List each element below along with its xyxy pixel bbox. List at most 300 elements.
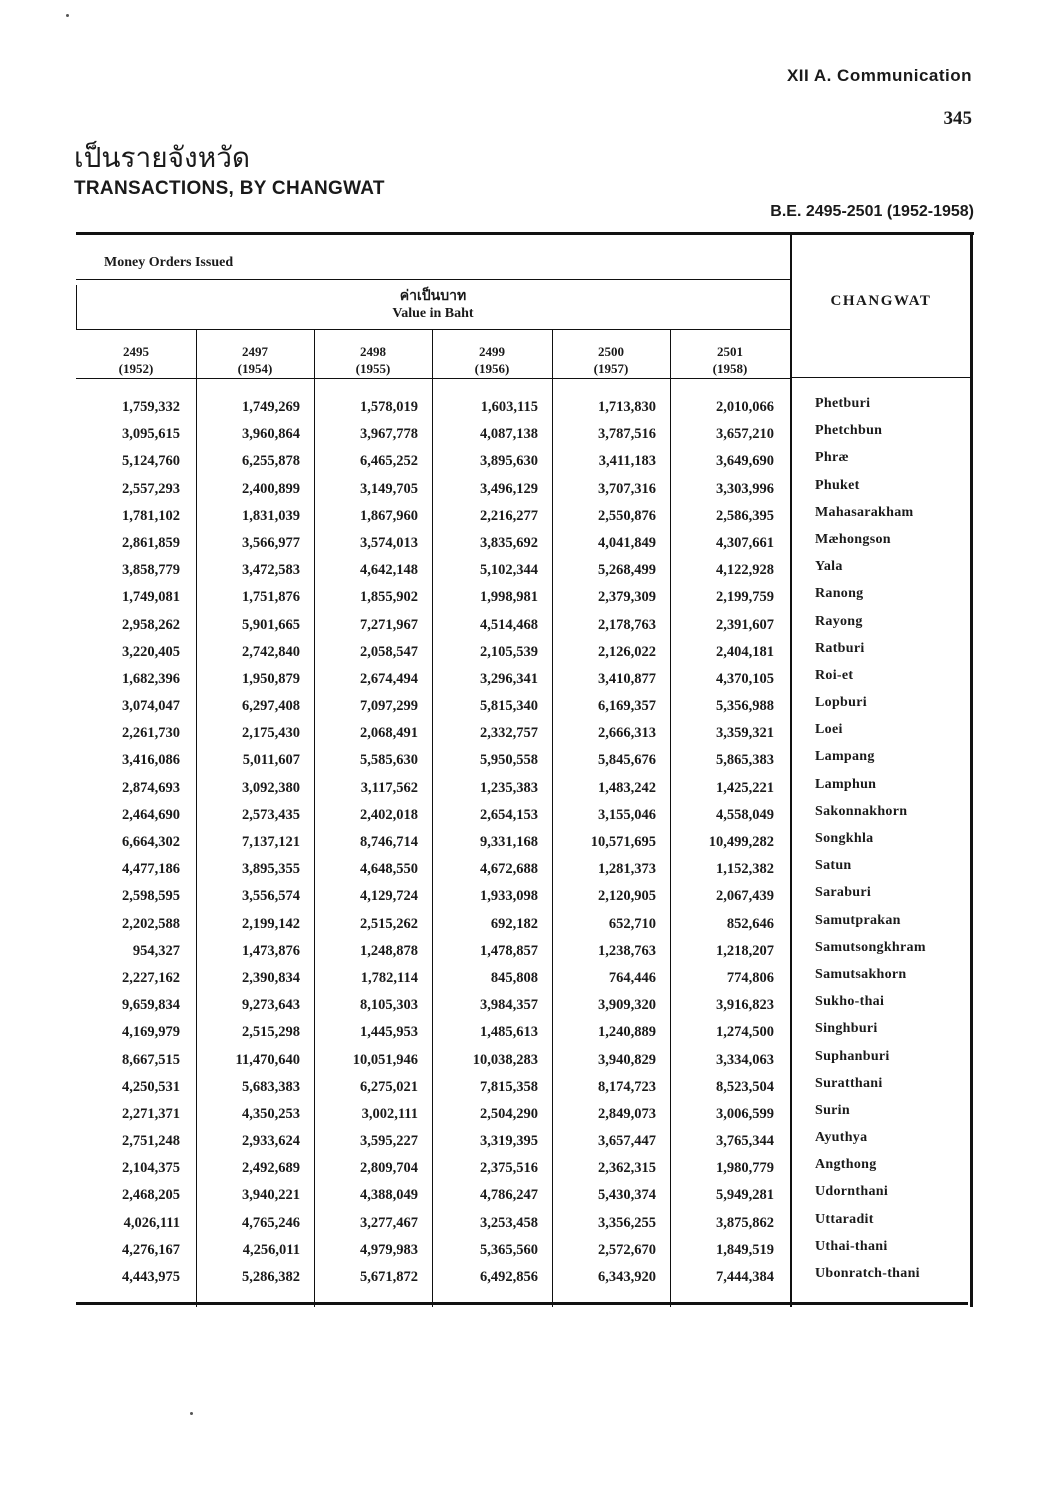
table-row [76,776,968,807]
table-cell: 4,558,049 [716,806,774,823]
table-row [76,885,968,915]
table-cell: 3,296,341 [480,670,538,687]
table-cell: 2,199,759 [716,589,774,606]
table-cell: 5,671,872 [360,1269,418,1285]
table-cell: 2,010,066 [716,399,774,415]
table-cell: 4,350,253 [242,1105,300,1122]
table-cell: 3,556,574 [242,888,300,905]
table-cell: 3,595,227 [360,1133,418,1150]
table-cell: 6,492,856 [480,1269,538,1285]
table-row [76,613,968,644]
table-cell: 1,713,830 [598,399,656,415]
table-cell: 3,334,063 [716,1051,774,1068]
table-cell: 3,875,862 [716,1214,774,1231]
table-row [76,1075,968,1106]
table-cell: 2,666,313 [598,725,656,742]
table-cell: 4,786,247 [480,1187,538,1204]
changwat-name: Phræ [815,450,849,466]
table-cell: 2,515,298 [242,1024,300,1041]
table-cell: 3,657,210 [716,426,774,443]
table-cell: 1,759,332 [122,399,180,415]
changwat-name: Surin [815,1102,850,1118]
table-cell: 1,578,019 [360,399,418,415]
table-cell: 2,504,290 [480,1105,538,1122]
table-cell: 4,122,928 [716,562,774,579]
table-cell: 1,483,242 [598,779,656,796]
table-cell: 4,026,111 [123,1214,180,1231]
table-cell: 3,472,583 [242,562,300,579]
table-cell: 6,275,021 [360,1078,418,1095]
table-cell: 2,261,730 [122,725,180,742]
table-cell: 845,808 [490,969,538,986]
table-cell: 2,586,395 [716,507,774,524]
value-header [76,287,790,323]
table-cell: 2,362,315 [598,1160,656,1177]
table-row [76,450,968,480]
table-cell: 6,343,920 [598,1269,656,1285]
changwat-name: Suratthani [815,1075,883,1091]
table-row [76,1130,968,1160]
table-row [76,667,968,698]
table-cell: 2,402,018 [360,806,418,823]
changwat-name: Uthai-thani [815,1238,888,1254]
table-cell: 3,002,111 [361,1105,418,1122]
table-cell: 10,499,282 [708,834,774,850]
statistics-table [76,232,974,1285]
table-cell: 1,933,098 [480,888,538,905]
table-cell: 2,654,153 [480,806,538,823]
table-cell: 2,178,763 [598,616,656,633]
table-cell: 2,105,539 [480,643,538,660]
table-cell: 4,388,049 [360,1187,418,1204]
year-ad: (1957) [593,361,629,376]
table-cell: 4,250,531 [122,1078,180,1095]
table-cell: 1,749,081 [122,589,180,606]
table-cell: 1,425,221 [716,779,774,796]
table-cell: 3,940,829 [598,1051,656,1068]
year-be: 2499 [479,344,505,359]
changwat-name: Yala [815,559,843,575]
table-cell: 1,781,102 [122,507,180,524]
changwat-name: Ratburi [815,640,865,656]
table-cell: 2,550,876 [598,507,656,524]
changwat-name: Angthong [815,1157,877,1173]
year-be: 2498 [360,344,386,359]
table-cell: 4,041,849 [598,534,656,551]
table-cell: 3,155,046 [598,806,656,823]
changwat-name: Samutprakan [815,912,901,928]
table-row [76,1021,968,1051]
table-cell: 4,648,550 [360,861,418,878]
table-cell: 1,998,981 [480,589,538,606]
table-cell: 7,097,299 [360,698,418,715]
table-cell: 2,861,859 [122,534,180,551]
table-cell: 954,327 [132,942,180,959]
table-row [76,586,968,616]
table-row [76,559,968,589]
changwat-name: Ayuthya [815,1130,868,1146]
table-cell: 3,566,977 [242,534,300,551]
table-row [76,858,968,888]
table-cell: 3,574,013 [360,534,418,551]
table-cell: 1,248,878 [360,942,418,959]
table-cell: 5,365,560 [480,1241,538,1258]
table-cell: 2,227,162 [122,969,180,986]
table-row [76,722,968,752]
year-be: 2497 [242,344,268,359]
table-cell: 5,102,344 [480,562,538,579]
section-label: XII A. Communication [786,66,972,85]
table-cell: 3,220,405 [122,643,180,660]
changwat-name: Lamphun [815,776,877,792]
table-cell: 2,598,595 [122,888,180,905]
table-cell: 5,901,665 [242,616,300,633]
table-cell: 1,473,876 [242,942,300,959]
table-cell: 2,874,693 [122,779,180,796]
year-ad: (1956) [474,361,510,376]
table-cell: 774,806 [726,969,774,986]
year-header-2495 [76,343,196,377]
speck-bottom [190,1412,193,1415]
table-cell: 3,657,447 [598,1133,656,1150]
table-cell: 1,240,889 [598,1024,656,1041]
table-cell: 3,410,877 [598,670,656,687]
table-cell: 3,253,458 [480,1214,538,1231]
table-cell: 2,742,840 [242,643,300,660]
table-cell: 652,710 [608,915,656,932]
table-cell: 2,849,073 [598,1105,656,1122]
table-cell: 2,400,899 [242,480,300,497]
table-cell: 5,124,760 [122,453,180,470]
table-cell: 2,933,624 [242,1133,300,1150]
table-cell: 1,682,396 [122,670,180,687]
title-english: TRANSACTIONS, BY CHANGWAT [74,178,385,199]
table-cell: 8,105,303 [360,997,418,1014]
table-cell: 3,858,779 [122,562,180,579]
table-cell: 7,137,121 [242,834,300,850]
table-cell: 8,667,515 [122,1051,180,1068]
table-cell: 2,271,371 [122,1105,180,1122]
table-cell: 2,126,022 [598,643,656,660]
table-cell: 1,950,879 [242,670,300,687]
table-cell: 3,649,690 [716,453,774,470]
table-cell: 3,092,380 [242,779,300,796]
table-cell: 3,416,086 [122,752,180,769]
table-cell: 4,979,983 [360,1241,418,1258]
table-cell: 1,867,960 [360,507,418,524]
table-row [76,1184,968,1214]
group-label: Money Orders Issued [104,255,234,270]
table-cell: 4,370,105 [716,670,774,687]
changwat-name: Satun [815,858,852,874]
group-rule [76,279,790,280]
changwat-name: Mahasarakham [815,504,914,520]
table-cell: 3,940,221 [242,1187,300,1204]
table-cell: 2,058,547 [360,643,418,660]
page-number: 345 [943,108,972,129]
table-cell: 2,120,905 [598,888,656,905]
changwat-header: CHANGWAT [830,293,932,309]
table-cell: 9,659,834 [122,997,180,1014]
table-cell: 3,319,395 [480,1133,538,1150]
year-header-2497 [196,343,314,377]
table-cell: 5,845,676 [598,752,656,769]
table-cell: 2,464,690 [122,806,180,823]
speck-top-left [66,14,69,17]
table-cell: 3,787,516 [598,426,656,443]
changwat-name: Sukho-thai [815,994,885,1010]
table-cell: 1,445,953 [360,1024,418,1041]
table-cell: 8,174,723 [598,1078,656,1095]
table-cell: 3,916,823 [716,997,774,1014]
table-cell: 2,202,588 [122,915,180,932]
table-cell: 1,751,876 [242,589,300,606]
year-header-2499 [432,343,552,377]
table-cell: 3,074,047 [122,698,180,715]
table-cell: 1,274,500 [716,1024,774,1041]
table-cell: 6,465,252 [360,453,418,470]
table-cell: 10,571,695 [590,834,656,850]
table-row [76,803,968,834]
table-cell: 4,642,148 [360,562,418,579]
header-rule [792,377,970,378]
table-cell: 5,585,630 [360,752,418,769]
table-cell: 3,356,255 [598,1214,656,1231]
changwat-name: Lampang [815,749,875,765]
table-cell: 9,273,643 [242,997,300,1014]
year-ad: (1954) [237,361,273,376]
table-row [76,640,968,671]
changwat-name: Mæhongson [815,531,891,547]
table-cell: 3,411,183 [598,453,656,470]
table-row [76,1102,968,1133]
year-be: 2501 [717,344,743,359]
table-cell: 3,707,316 [598,480,656,497]
changwat-name: Suphanburi [815,1048,890,1064]
table-row [76,994,968,1024]
table-cell: 3,006,599 [716,1105,774,1122]
table-cell: 3,967,778 [360,426,418,443]
table-cell: 4,256,011 [242,1241,300,1258]
table-cell: 4,443,975 [122,1269,180,1285]
table-cell: 3,984,357 [480,997,538,1014]
table-cell: 4,307,661 [716,534,774,551]
table-cell: 1,218,207 [716,942,774,959]
table-cell: 2,809,704 [360,1160,418,1177]
changwat-name: Phuket [815,477,860,493]
table-cell: 1,238,763 [598,942,656,959]
table-cell: 4,087,138 [480,426,538,443]
table-cell: 2,958,262 [122,616,180,633]
changwat-name: Ubonratch-thani [815,1266,920,1281]
table-cell: 3,359,321 [716,725,774,742]
table-cell: 2,068,491 [360,725,418,742]
table-cell: 7,271,967 [360,616,418,633]
table-cell: 3,909,320 [598,997,656,1014]
table-cell: 1,603,115 [480,399,538,415]
table-cell: 5,949,281 [716,1187,774,1204]
table-row [76,396,968,426]
table-row [76,1048,968,1079]
table-cell: 2,390,834 [242,969,300,986]
changwat-name: Phetchbun [815,423,883,439]
year-ad: (1955) [355,361,391,376]
table-cell: 2,067,439 [716,888,774,905]
table-cell: 2,379,309 [598,589,656,606]
table-cell: 2,468,205 [122,1187,180,1204]
table-cell: 10,051,946 [352,1051,418,1068]
changwat-name: Songkhla [815,831,874,846]
table-cell: 5,950,558 [480,752,538,769]
table-cell: 2,573,435 [242,806,300,823]
table-cell: 3,960,864 [242,426,300,443]
title-thai: เป็นรายจังหวัด [74,141,251,174]
table-cell: 6,255,878 [242,453,300,470]
table-cell: 4,276,167 [122,1241,180,1258]
table-cell: 2,104,375 [122,1160,180,1177]
changwat-name: Uttaradit [815,1211,874,1227]
table-cell: 4,514,468 [480,616,538,633]
table-cell: 764,446 [608,969,656,986]
table-cell: 1,855,902 [360,589,418,606]
changwat-name: Roi-et [815,667,854,683]
value-label-english: Value in Baht [392,306,474,321]
table-cell: 5,865,383 [716,752,774,769]
year-header-2500 [552,343,670,377]
table-cell: 7,444,384 [716,1269,774,1285]
table-cell: 3,765,344 [716,1133,774,1150]
table-row [76,477,968,508]
table-cell: 6,297,408 [242,698,300,715]
table-row [76,749,968,779]
changwat-name: Samutsongkhram [815,939,926,955]
year-ad: (1952) [118,361,154,376]
table-cell: 1,281,373 [598,861,656,878]
table-cell: 5,268,499 [598,562,656,579]
table-cell: 1,152,382 [716,861,774,878]
table-row [76,966,968,997]
table-cell: 3,895,355 [242,861,300,878]
table-row [76,1266,968,1296]
table-cell: 9,331,168 [480,834,538,850]
table-cell: 5,683,383 [242,1078,300,1095]
table-cell: 2,751,248 [122,1133,180,1150]
table-cell: 3,095,615 [122,426,180,443]
table-cell: 4,765,246 [242,1214,300,1231]
value-rule [76,329,790,330]
table-cell: 4,672,688 [480,861,538,878]
year-header-2498 [314,343,432,377]
table-cell: 1,782,114 [360,969,418,986]
table-row [76,939,968,970]
table-cell: 5,286,382 [242,1269,300,1285]
table-cell: 2,674,494 [360,670,418,687]
table-cell: 4,169,979 [122,1024,180,1041]
table-cell: 3,895,630 [480,453,538,470]
table-cell: 2,332,757 [480,725,538,742]
changwat-name: Saraburi [815,885,872,901]
table-row [76,1157,968,1187]
table-row [76,423,968,453]
table-cell: 8,746,714 [360,834,418,850]
table-row [76,1238,968,1269]
table-cell: 1,831,039 [242,507,300,524]
changwat-name: Samutsakhorn [815,966,907,982]
table-cell: 3,277,467 [360,1214,418,1231]
table-cell: 5,430,374 [598,1187,656,1204]
table-cell: 4,477,186 [122,861,180,878]
table-cell: 5,815,340 [480,698,538,715]
table-row [76,695,968,725]
bottom-rule [76,1302,968,1305]
table-row [76,912,968,943]
year-be: 2495 [123,344,149,359]
changwat-name: Phetburi [815,396,871,411]
table-cell: 1,485,613 [480,1024,538,1041]
table-cell: 1,980,779 [716,1160,774,1177]
changwat-name: Singhburi [815,1021,878,1037]
table-cell: 3,117,562 [360,779,418,796]
table-cell: 1,749,269 [242,399,300,415]
table-cell: 3,149,705 [360,480,418,497]
year-ad: (1958) [712,361,748,376]
table-cell: 3,835,692 [480,534,538,551]
table-cell: 2,572,670 [598,1241,656,1258]
changwat-name: Loei [815,722,843,738]
table-cell: 2,375,516 [480,1160,538,1177]
table-cell: 11,470,640 [235,1051,300,1068]
table-row [76,831,968,861]
table-row [76,504,968,535]
changwat-name: Rayong [815,613,863,629]
table-cell: 4,129,724 [360,888,418,905]
table-cell: 2,492,689 [242,1160,300,1177]
changwat-name: Lopburi [815,695,867,711]
table-cell: 692,182 [490,915,538,932]
table-cell: 2,175,430 [242,725,300,742]
changwat-name: Ranong [815,586,864,602]
table-body [76,396,968,1296]
table-row [76,531,968,562]
table-cell: 3,303,996 [716,480,774,497]
table-cell: 8,523,504 [716,1078,774,1095]
table-cell: 2,216,277 [480,507,538,524]
table-cell: 10,038,283 [472,1051,538,1068]
table-cell: 2,391,607 [716,616,774,633]
changwat-name: Udornthani [815,1184,889,1200]
table-cell: 2,515,262 [360,915,418,932]
table-cell: 1,478,857 [480,942,538,959]
table-cell: 1,849,519 [716,1241,774,1258]
table-cell: 5,356,988 [716,698,774,715]
table-cell: 2,199,142 [242,915,300,932]
value-label-thai: ค่าเป็นบาท [399,288,467,304]
table-cell: 2,557,293 [122,480,180,497]
table-row [76,1211,968,1242]
table-cell: 2,404,181 [716,643,774,660]
year-be: 2500 [598,344,624,359]
changwat-name: Sakonnakhorn [815,803,908,819]
table-cell: 6,169,357 [598,698,656,715]
table-cell: 852,646 [726,915,774,932]
table-cell: 6,664,302 [122,834,180,850]
period-label: B.E. 2495-2501 (1952-1958) [770,203,974,220]
table-cell: 7,815,358 [480,1078,538,1095]
year-header-2501 [670,343,790,377]
table-cell: 5,011,607 [242,752,300,769]
table-cell: 3,496,129 [480,480,538,497]
table-cell: 1,235,383 [480,779,538,796]
